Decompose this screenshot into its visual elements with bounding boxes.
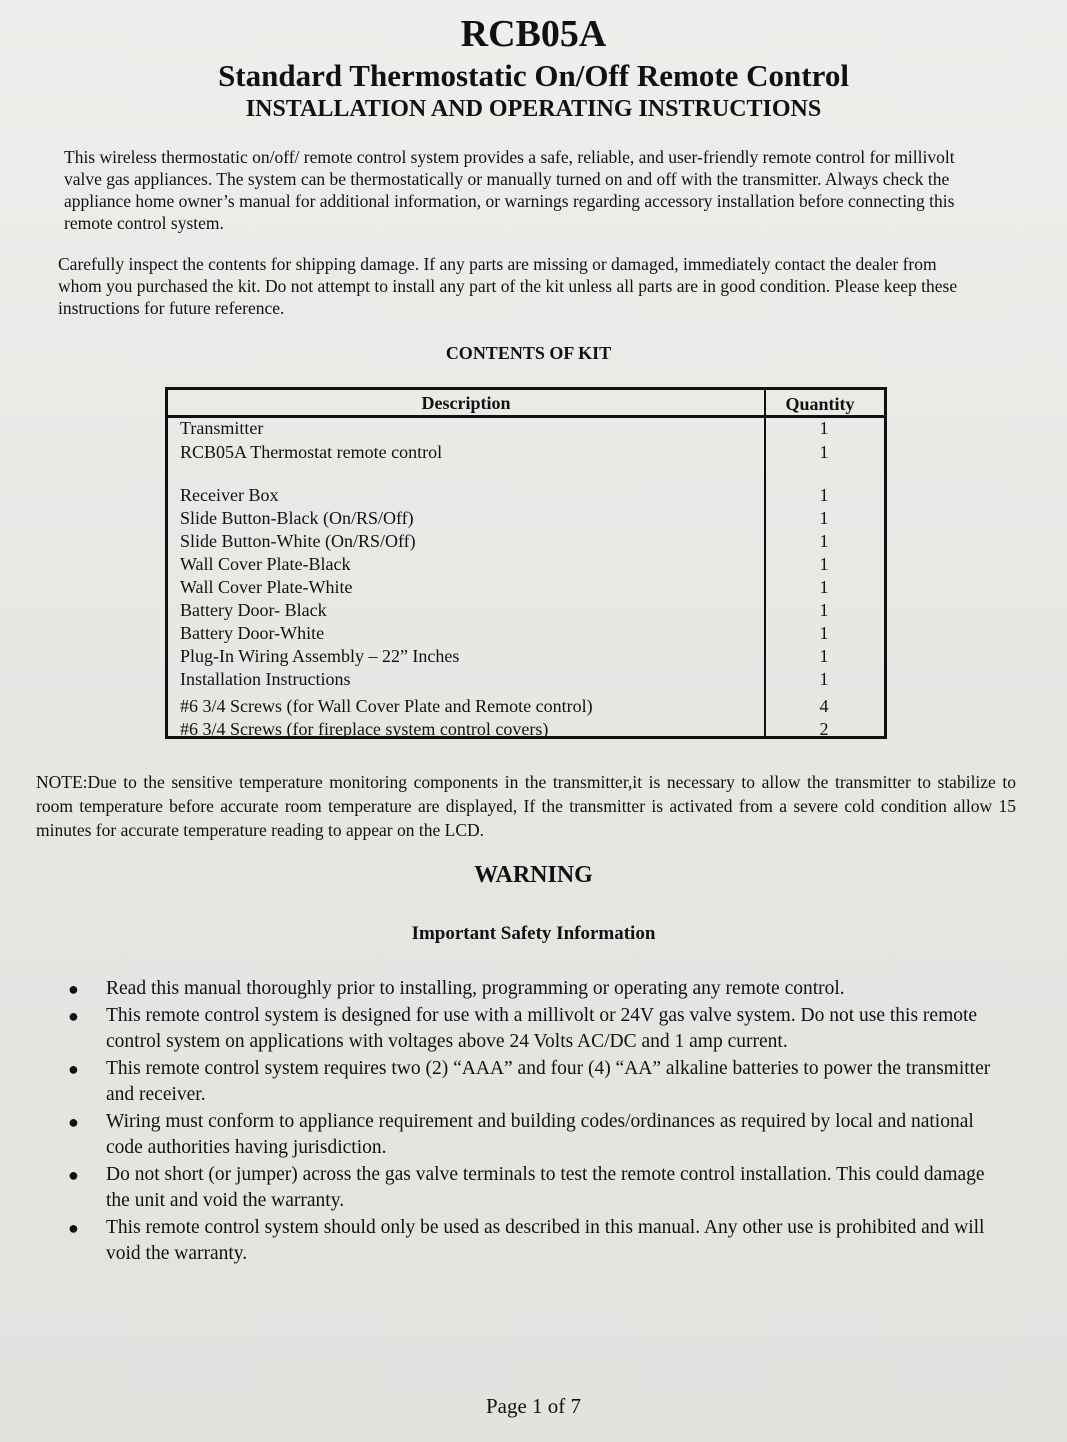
item-quantity: 1 <box>819 646 829 666</box>
table-row <box>168 554 884 577</box>
table-row <box>168 577 884 600</box>
bullet-icon: ● <box>68 1112 79 1132</box>
safety-info-heading: Important Safety Information <box>411 923 656 944</box>
list-item <box>66 1056 1006 1108</box>
kit-contents-table <box>165 387 887 739</box>
item-description: Wall Cover Plate-Black <box>180 554 351 574</box>
table-row <box>168 696 884 719</box>
safety-list <box>66 976 1006 1267</box>
item-quantity: 1 <box>819 577 829 597</box>
item-description: Slide Button-White (On/RS/Off) <box>180 531 416 551</box>
item-quantity: 2 <box>819 719 829 739</box>
item-quantity: 1 <box>819 554 829 574</box>
item-description: Battery Door- Black <box>180 600 327 620</box>
inspection-paragraph: Carefully inspect the contents for shipping damage. If any parts are missing or damaged, immediately contact the dealer from whom you purchased the kit. Do not attempt to install any part of the kit unless all parts are in good condition. Please keep these instructions for future reference. <box>58 254 958 318</box>
table-row <box>168 623 884 646</box>
warning-heading: WARNING <box>474 862 593 888</box>
kit-contents-heading: CONTENTS OF KIT <box>445 343 612 363</box>
table-row <box>168 646 884 669</box>
item-description: Receiver Box <box>180 485 279 505</box>
item-quantity: 1 <box>819 508 829 528</box>
list-item-text: This remote control system is designed for use with a millivolt or 24V gas valve system. Do not use this remote control system on applications with voltages above 24 Volts AC/DC and 1 amp current. <box>106 1005 978 1052</box>
item-description: #6 3/4 Screws (for fireplace system control covers) <box>180 719 549 739</box>
table-row <box>168 531 884 554</box>
column-header-description: Description <box>421 393 511 413</box>
table-row <box>168 508 884 531</box>
item-quantity: 4 <box>819 696 829 716</box>
table-row <box>168 418 884 441</box>
item-description: RCB05A Thermostat remote control <box>180 442 443 462</box>
bullet-icon: ● <box>68 1059 79 1079</box>
item-quantity: 1 <box>819 669 829 689</box>
bullet-icon: ● <box>68 1165 79 1185</box>
bullet-icon: ● <box>68 1006 79 1026</box>
list-item <box>66 1162 1006 1214</box>
table-row <box>168 600 884 623</box>
table-row <box>168 719 884 742</box>
table-row <box>168 442 884 465</box>
model-title: RCB05A <box>460 13 607 55</box>
item-description: Slide Button-Black (On/RS/Off) <box>180 508 414 528</box>
bullet-icon: ● <box>68 979 79 999</box>
column-header-quantity: Quantity <box>785 394 855 414</box>
item-quantity: 1 <box>819 485 829 505</box>
item-description: Battery Door-White <box>180 623 325 643</box>
list-item-text: Do not short (or jumper) across the gas valve terminals to test the remote control installation. This could damage the unit and void the warranty. <box>106 1164 985 1211</box>
bullet-icon: ● <box>68 1218 79 1238</box>
item-description: Installation Instructions <box>180 669 351 689</box>
page-number: Page 1 of 7 <box>485 1394 582 1418</box>
list-item-text: This remote control system requires two (2) “AAA” and four (4) “AA” alkaline batteries to power the transmitter and receiver. <box>106 1058 991 1105</box>
item-description: Wall Cover Plate-White <box>180 577 353 597</box>
table-row <box>168 485 884 508</box>
list-item-text: Wiring must conform to appliance requirement and building codes/ordinances as required by local and national code authorities having jurisdiction. <box>106 1111 974 1158</box>
item-description: #6 3/4 Screws (for Wall Cover Plate and Remote control) <box>180 696 593 716</box>
item-quantity: 1 <box>819 442 829 462</box>
list-item-text: This remote control system should only be used as described in this manual. Any other use is prohibited and will void the warranty. <box>106 1217 985 1264</box>
list-item-text: Read this manual thoroughly prior to installing, programming or operating any remote control. <box>106 978 845 999</box>
item-quantity: 1 <box>819 531 829 551</box>
item-quantity: 1 <box>819 418 829 438</box>
temperature-note: NOTE:Due to the sensitive temperature monitoring components in the transmitter,it is necessary to allow the transmitter to stabilize to room temperature before accurate room temperature are displayed, If the transmitter is activated from a severe cold condition allow 15 minutes for accurate temperature reading to appear on the LCD. <box>36 772 1016 840</box>
item-quantity: 1 <box>819 623 829 643</box>
document-subtitle: INSTALLATION AND OPERATING INSTRUCTIONS <box>245 96 822 122</box>
item-quantity: 1 <box>819 600 829 620</box>
item-description: Transmitter <box>180 418 264 438</box>
list-item <box>66 1109 1006 1161</box>
table-header-row <box>168 390 884 418</box>
list-item <box>66 1003 1006 1055</box>
table-row <box>168 669 884 692</box>
product-title: Standard Thermostatic On/Off Remote Control <box>218 58 849 93</box>
list-item <box>66 976 1006 1002</box>
item-description: Plug-In Wiring Assembly – 22” Inches <box>180 646 460 666</box>
list-item <box>66 1215 1006 1267</box>
intro-paragraph: This wireless thermostatic on/off/ remote control system provides a safe, reliable, and user-friendly remote control for millivolt valve gas appliances. The system can be thermostatically or manually turned on and off with the transmitter. Always check the appliance home owner’s manual for additional information, or warnings regarding accessory installation before connecting this remote control system. <box>64 147 955 233</box>
